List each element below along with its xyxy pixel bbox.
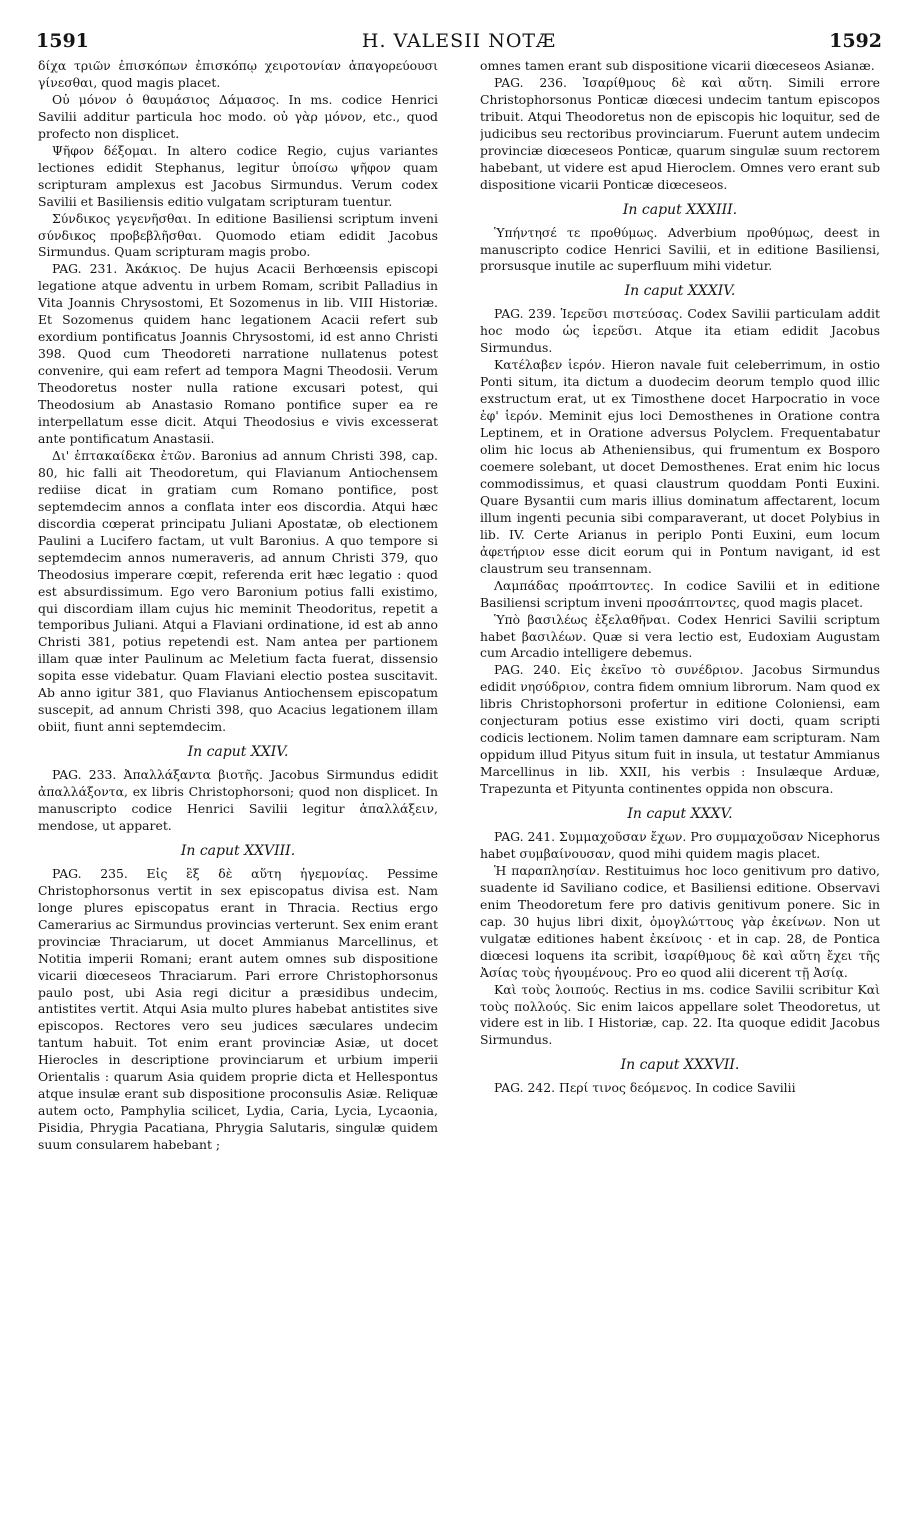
page-number-right: 1592 bbox=[829, 30, 882, 52]
section-heading: In caput XXXIV. bbox=[624, 283, 736, 300]
running-title: H. VALESII NOTÆ bbox=[361, 30, 557, 52]
paragraph: PAG. 242. Περί τινος δεόμενος. In codice Savilii bbox=[494, 1080, 796, 1096]
paragraph: Λαμπάδας προάπτοντες. In codice Savilii et in editione Basiliensi scriptum inveni προσάπτοντες, quod magis placet. bbox=[480, 577, 880, 610]
paragraph: PAG. 231. Ἀκάκιος. De hujus Acacii Berhœensis episcopi legatione atque adventu in urbem Romam, scribit Palladius in Vita Joannis Chrysostomi, Et Sozomenus in lib. VIII Historiæ. Et Sozomenus quidem hanc legationem Acacii refert sub exordium pontificatus Joannis Chrysostomi, id est anno Christi 398. Quod cum Theodoreti narratione nullatenus potest convenire, qui eam refert ad tempora Magni Theodosii. Verum Theodoretus noster nulla ratione excusari potest, qui Theodosium ab Anastasio Romano pontifice super ea re interpellatum esse dicit. Atqui Theodosius e vivis excesserat ante pontificatum Anastasii. bbox=[38, 261, 438, 446]
section-heading: In caput XXXVII. bbox=[620, 1057, 740, 1074]
paragraph: PAG. 236. Ἰσαρίθμους δὲ καὶ αὕτη. Simili errore Christophorsonus Ponticæ diœcesi undecim tantum episcopos tribuit. Atqui Theodoretus non de episcopis hic loquitur, sed de judicibus seu rectoribus provinciarum. Fuerunt autem undecim provinciæ diœceseos Ponticæ, quarum singulæ suum rectorem habebant, ut videre est apud Hieroclem. Omnes vero erant sub dispositione vicarii Ponticæ diœceseos. bbox=[480, 74, 880, 192]
paragraph: omnes tamen erant sub dispositione vicarii diœceseos Asianæ. bbox=[480, 58, 875, 73]
paragraph: Ὑπήντησέ τε προθύμως. Adverbium προθύμως, deest in manuscripto codice Henrici Savilii, et in editione Basiliensi, prorsusque inutile ac superfluum mihi videtur. bbox=[480, 224, 880, 274]
page-header bbox=[0, 30, 918, 60]
paragraph: Καὶ τοὺς λοιπούς. Rectius in ms. codice Savilii scribitur Καὶ τοὺς πολλούς. Sic enim laicos appellare solet Theodoretus, ut videre est in lib. I Historiæ, cap. 22. Ita quoque edidit Jacobus Sirmundus. bbox=[480, 981, 880, 1048]
page-number-left: 1591 bbox=[36, 30, 89, 52]
paragraph: Οὐ μόνον ὁ θαυμάσιος Δάμασος. In ms. codice Henrici Savilii additur particula hoc modo. οὐ γὰρ μόνον, etc., quod profecto non displicet. bbox=[38, 91, 438, 141]
paragraph: Ψῆφον δέξομαι. In altero codice Regio, cujus variantes lectiones edidit Stephanus, legitur ὑποίσω ψῆφον quam scripturam amplexus est Jacobus Sirmundus. Verum codex Savilii et Basiliensis editio vulgatam scripturam tuentur. bbox=[38, 142, 438, 209]
paragraph: Δι' ἑπτακαίδεκα ἐτῶν. Baronius ad annum Christi 398, cap. 80, hic falli ait Theodoretum, qui Flavianum Antiochensem rediise dicat in gratiam cum Romano pontifice, post septemdecim annos a conflata inter eos discordia. Atqui hæc discordia cœperat principatu Juliani Apostatæ, ob electionem Paulini a Lucifero factam, ut vult Baronius. A quo tempore si septemdecim annos numeraveris, ad annum Christi 379, quo Theodosius imperare cœpit, referenda erit hæc legatio : quod est absurdissimum. Ego vero Baronium potius falli existimo, qui discordiam illam cujus hic meminit Theodoritus, repetit a temporibus Juliani. Atqui a Flaviani ordinatione, id est ab anno Christi 381, potius repetendi est. Nam antea per partionem illam quæ inter Paulinum ac Meletium facta fuerat, dissensio sopita esse videbatur. Quam Flaviani electio postea suscitavit. Ab anno igitur 381, quo Flavianus Antiochensem episcopatum suscepit, ad annum Christi 398, quo Acacius legationem illam obiit, fiunt anni septemdecim. bbox=[38, 447, 438, 735]
paragraph: δίχα τριῶν ἐπισκόπων ἐπισκόπῳ χειροτονίαν ἀπαγορεύουσι γίνεσθαι, quod magis placet. bbox=[38, 58, 438, 90]
section-heading: In caput XXVIII. bbox=[180, 842, 296, 859]
paragraph: Ὑπὸ βασιλέως ἐξελαθῆναι. Codex Henrici Savilii scriptum habet βασιλέων. Quæ si vera lectio est, Eudoxiam Augustam cum Arcadio intelligere debemus. bbox=[480, 611, 880, 661]
section-heading: In caput XXXV. bbox=[627, 806, 733, 823]
paragraph: PAG. 241. Συμμαχοῦσαν ἔχων. Pro συμμαχοῦσαν Nicephorus habet συμβαίνουσαν, quod mihi quidem magis placet. bbox=[480, 828, 880, 861]
paragraph: PAG. 235. Εἰς ἓξ δὲ αὕτη ἡγεμονίας. Pessime Christophorsonus vertit in sex episcopatus divisa est. Nam longe plures episcopatus erant in Thracia. Rectius ergo Camerarius ac Sirmundus provincias verterunt. Sex enim erant provinciæ Thraciarum, ut docet Ammianus Marcellinus, et Notitia imperii Romani; erant autem omnes sub dispositione vicarii diœceseos Thraciarum. Pari errore Christophorsonus paulo post, ubi Asia regi dicitur a præsidibus undecim, antistites vertit. Atqui Asia multo plures habebat antistites sive episcopos. Rectores vero seu judices sæculares undecim tantum habuit. Tot enim erant provinciæ Asiæ, ut docet Hierocles in descriptione provinciarum et urbium imperii Orientalis : quarum Asia quidem proprie dicta et Hellespontus atque insulæ erant sub dispositione proconsulis Asiæ. Reliquæ autem octo, Pamphylia scilicet, Lydia, Caria, Lycia, Lycaonia, Pisidia, Phrygia Pacatiana, Phrygia Salutaris, singulæ quidem suum consularem habebant ; bbox=[38, 865, 438, 1153]
paragraph: Κατέλαβεν ἱερόν. Hieron navale fuit celeberrimum, in ostio Ponti situm, ita dictum a duodecim deorum templo quod illic exstructum erat, ut ex Timosthene docet Harpocratio in voce ἐφ' ἱερόν. Meminit ejus loci Demosthenes in Oratione contra Leptinem, et in Oratione adversus Polyclem. Frequentabatur olim hic locus ab Atheniensibus, qui frumentum ex Bosporo coemere solebant, ut docet Demosthenes. Erat enim hic locus commodissimus, et quasi claustrum quoddam Ponti Euxini. Quare Bysantii cum maris illius dominatum affectarent, locum illum ingenti pecunia sibi comparaverant, ut docet Polybius in lib. IV. Certe Arianus in periplo Ponti Euxini, eum locum ἀφετήριον esse dicit eorum qui in Pontum navigant, id est claustrum seu transennam. bbox=[480, 357, 880, 576]
section-heading: In caput XXXIII. bbox=[622, 201, 738, 218]
section-heading: In caput XXIV. bbox=[187, 744, 289, 761]
paragraph: Σύνδικος γεγενῆσθαι. In editione Basiliensi scriptum inveni σύνδικος προβεβλῆσθαι. Quomodo etiam edidit Jacobus Sirmundus. Quam scripturam magis probo. bbox=[38, 210, 438, 260]
left-column bbox=[38, 58, 438, 1528]
paragraph: PAG. 240. Εἰς ἐκεῖνο τὸ συνέδριον. Jacobus Sirmundus edidit νησύδριον, contra fidem omnium librorum. Nam quod ex libris Christophorsoni profertur in editione Coloniensi, eam conjecturam potius esse existimo viri docti, quam scripti codicis lectionem. Nolim tamen damnare eam scripturam. Nam oppidum illud Pityus situm fuit in insula, ut testatur Ammianus Marcellinus in lib. XXII, his verbis : Insulæque Arduæ, Trapezunta et Pityunta continentes oppida non obscura. bbox=[480, 662, 880, 797]
paragraph: PAG. 233. Ἀπαλλάξαντα βιοτῆς. Jacobus Sirmundus edidit ἀπαλλάξοντα, ex libris Christophorsoni; quod non displicet. In manuscripto codice Henrici Savilii legitur ἀπαλλάξειν, mendose, ut apparet. bbox=[38, 767, 438, 833]
right-column bbox=[480, 58, 880, 1528]
paragraph: Ἡ παραπλησίαν. Restituimus hoc loco genitivum pro dativo, suadente id Saviliano codice, et Basiliensi editione. Observavi enim Theodoretum fere pro dativis genitivum ponere. Sic in cap. 30 hujus libri dixit, ὁμογλώττους γὰρ ἐκείνων. Non ut vulgatæ editiones habent ἐκείνοις · et in cap. 28, de Pontica diœcesi loquens ita scribit, ἰσαρίθμους δὲ καὶ αὕτη ἔχει τῆς Ἀσίας τοὺς ἡγουμένους. Pro eo quod alii dicerent τῇ Ἀσίᾳ. bbox=[480, 862, 880, 980]
paragraph: PAG. 239. Ἱερεῦσι πιστεύσας. Codex Savilii particulam addit hoc modo ὡς ἱερεῦσι. Atque ita etiam edidit Jacobus Sirmundus. bbox=[480, 306, 880, 356]
